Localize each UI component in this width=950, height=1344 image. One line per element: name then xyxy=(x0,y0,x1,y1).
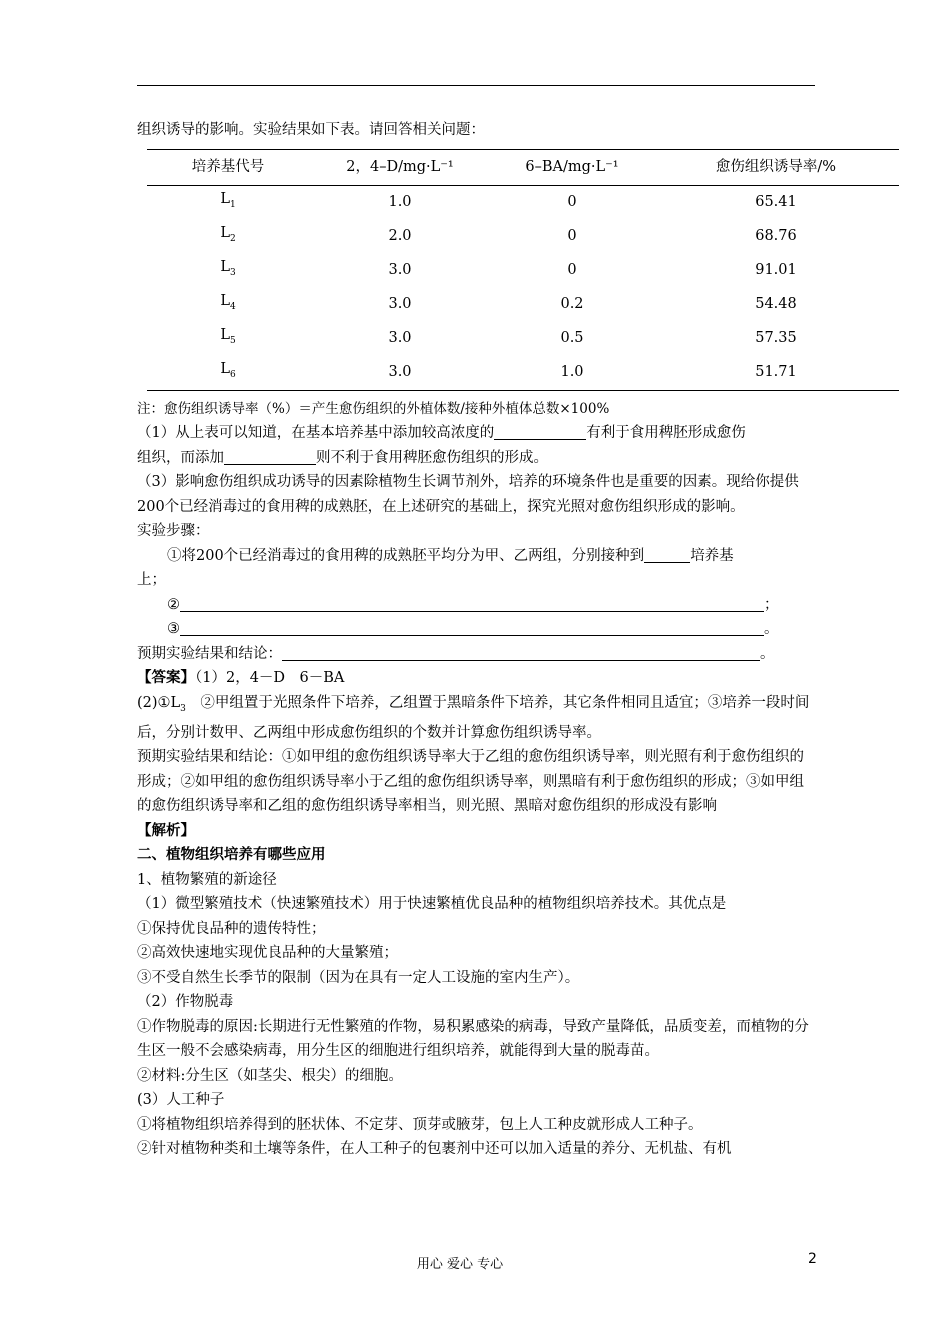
s1-2b: ②材料:分生区（如茎尖、根尖）的细胞。 xyxy=(137,1067,403,1084)
answer-blank xyxy=(224,447,316,465)
answer-blank xyxy=(494,422,586,440)
answer-line-1 xyxy=(137,666,815,691)
question-1-line-2 xyxy=(137,446,815,471)
cell-24d: 2.0 xyxy=(388,228,412,245)
col-6ba: 6–BA/mg·L⁻¹ xyxy=(491,149,653,185)
cell-code: $L_6$ xyxy=(147,356,309,391)
table-row xyxy=(147,185,899,220)
answer-blank xyxy=(180,594,764,612)
step-1-line-2: 上； xyxy=(137,572,166,588)
step1-text-b: 培养基 xyxy=(690,547,734,564)
cell-code: $L_4$ xyxy=(220,293,236,313)
table-row xyxy=(147,220,899,254)
s1-1c: ③不受自然生长季节的限制（因为在具有一定人工设施的室内生产）。 xyxy=(137,969,580,986)
expected-label: 预期实验结果和结论： xyxy=(137,645,282,662)
q1-text-c: 组织，而添加 xyxy=(137,449,224,466)
table-note: 注：愈伤组织诱导率（%）＝产生愈伤组织的外植体数/接种外植体总数×100% xyxy=(137,400,610,417)
table-row xyxy=(147,356,899,391)
answer-label: 【答案】 xyxy=(137,669,195,686)
cell-rate: 91.01 xyxy=(755,262,797,279)
step3-mark: ③ xyxy=(167,621,180,637)
cell-6ba: 0.2 xyxy=(560,296,584,313)
q1-text-b: 有利于食用稗胚形成愈伤 xyxy=(586,425,746,441)
answer-2-b: ②甲组置于光照条件下培养，乙组置于黑暗条件下培养，其它条件相同且适宜；③培养一段时间后，分别计数甲、乙两组中形成愈伤组织的个数并计算愈伤组织诱导率。 xyxy=(137,694,810,741)
col-induction-rate: 愈伤组织诱导率/% xyxy=(653,149,899,185)
step-2 xyxy=(137,593,815,618)
s1-1: （1）微型繁殖技术（快速繁殖技术）用于快速繁植优良品种的植物组织培养技术。其优点是 xyxy=(137,896,727,913)
step1-text: ①将200个已经消毒过的食用稗的成熟胚平均分为甲、乙两组，分别接种到 xyxy=(167,547,645,564)
cell-code: $L_3$ xyxy=(220,259,236,279)
answer-3: 预期实验结果和结论：①如甲组的愈伤组织诱导率大于乙组的愈伤组织诱导率，则光照有利于愈伤组织的形成；②如甲组的愈伤组织诱导率小于乙组的愈伤组织诱导率，则黑暗有利于愈伤组织的形成；③如甲组的愈伤组织诱导率和乙组的愈伤组织诱导率相当，则光照、黑暗对愈伤组织的形成没有影响 xyxy=(137,749,804,815)
cell-rate: 65.41 xyxy=(755,194,797,211)
answer-1: （1）2，4－D 6－BA xyxy=(195,670,345,686)
s1-2a: ①作物脱毒的原因:长期进行无性繁殖的作物，易积累感染的病毒，导致产量降低，品质变差，而植物的分生区一般不会感染病毒，用分生区的细胞进行组织培养，就能得到大量的脱毒苗。 xyxy=(137,1018,809,1060)
table-header-row xyxy=(147,149,899,185)
step-1-line-1 xyxy=(137,544,815,569)
question-1-line-1 xyxy=(137,421,815,446)
answer-blank xyxy=(282,643,760,661)
answer-2-sub: 3 xyxy=(180,703,186,714)
results-table xyxy=(147,149,899,391)
cell-rate: 57.35 xyxy=(755,330,797,347)
cell-6ba: 1.0 xyxy=(491,356,653,391)
step2-mark: ② xyxy=(167,596,180,613)
col-24d: 2，4–D/mg·L⁻¹ xyxy=(309,149,491,185)
analysis-label: 【解析】 xyxy=(137,821,195,839)
s1-3b: ②针对植物种类和土壤等条件，在人工种子的包裹剂中还可以加入适量的养分、无机盐、有机 xyxy=(137,1141,732,1158)
intro-text: 组织诱导的影响。实验结果如下表。请回答相关问题： xyxy=(137,122,485,138)
page-footer: 用心 爱心 专心 xyxy=(416,1257,504,1272)
s1-2: （2）作物脱毒 xyxy=(137,994,234,1011)
q1-text-d: 则不利于食用稗胚愈伤组织的形成。 xyxy=(316,449,548,466)
expected-results xyxy=(137,642,815,667)
cell-24d: 3.0 xyxy=(309,356,491,391)
cell-code: $L_1$ xyxy=(220,191,236,211)
header-rule xyxy=(137,85,815,86)
answer-2 xyxy=(137,691,815,746)
s1-3a: ①将植物组织培养得到的胚状体、不定芽、顶芽或腋芽，包上人工种皮就形成人工种子。 xyxy=(137,1116,703,1133)
q1-text-a: （1）从上表可以知道，在基本培养基中添加较高浓度的 xyxy=(137,425,495,441)
s1-1a: ①保持优良品种的遗传特性； xyxy=(137,920,326,937)
cell-6ba: 0 xyxy=(567,262,577,279)
table-row xyxy=(147,254,899,288)
s1-1b: ②高效快速地实现优良品种的大量繁殖； xyxy=(137,945,398,962)
cell-code: $L_2$ xyxy=(220,225,236,245)
cell-24d: 1.0 xyxy=(388,194,412,211)
table-row xyxy=(147,288,899,322)
cell-rate: 51.71 xyxy=(653,356,899,391)
cell-rate: 54.48 xyxy=(755,296,797,313)
s1-heading: 1、植物繁殖的新途径 xyxy=(137,871,277,888)
s1-3: (3）人工种子 xyxy=(137,1092,225,1109)
answer-blank xyxy=(644,545,690,563)
step3-end: 。 xyxy=(764,621,779,637)
expected-end: 。 xyxy=(760,645,775,662)
table-row xyxy=(147,322,899,356)
cell-6ba: 0 xyxy=(567,228,577,245)
cell-24d: 3.0 xyxy=(388,262,412,279)
cell-6ba: 0.5 xyxy=(560,330,584,347)
answer-2-a: (2)①L xyxy=(137,694,181,711)
section-2-title: 二、植物组织培养有哪些应用 xyxy=(137,846,326,864)
cell-code: $L_5$ xyxy=(220,327,236,347)
cell-6ba: 0 xyxy=(567,194,577,211)
cell-24d: 3.0 xyxy=(388,330,412,347)
step-3 xyxy=(137,617,815,642)
cell-rate: 68.76 xyxy=(755,228,797,245)
col-medium-code: 培养基代号 xyxy=(147,149,309,185)
answer-blank xyxy=(180,618,764,636)
page-body xyxy=(137,118,837,1162)
page-number: 2 xyxy=(808,1251,817,1267)
question-3: （3）影响愈伤组织成功诱导的因素除植物生长调节剂外，培养的环境条件也是重要的因素。现给你提供200个已经消毒过的食用稗的成熟胚，在上述研究的基础上，探究光照对愈伤组织形成的影响。 xyxy=(137,474,799,515)
step2-end: ； xyxy=(764,596,779,613)
cell-24d: 3.0 xyxy=(388,296,412,313)
steps-label: 实验步骤： xyxy=(137,523,210,539)
